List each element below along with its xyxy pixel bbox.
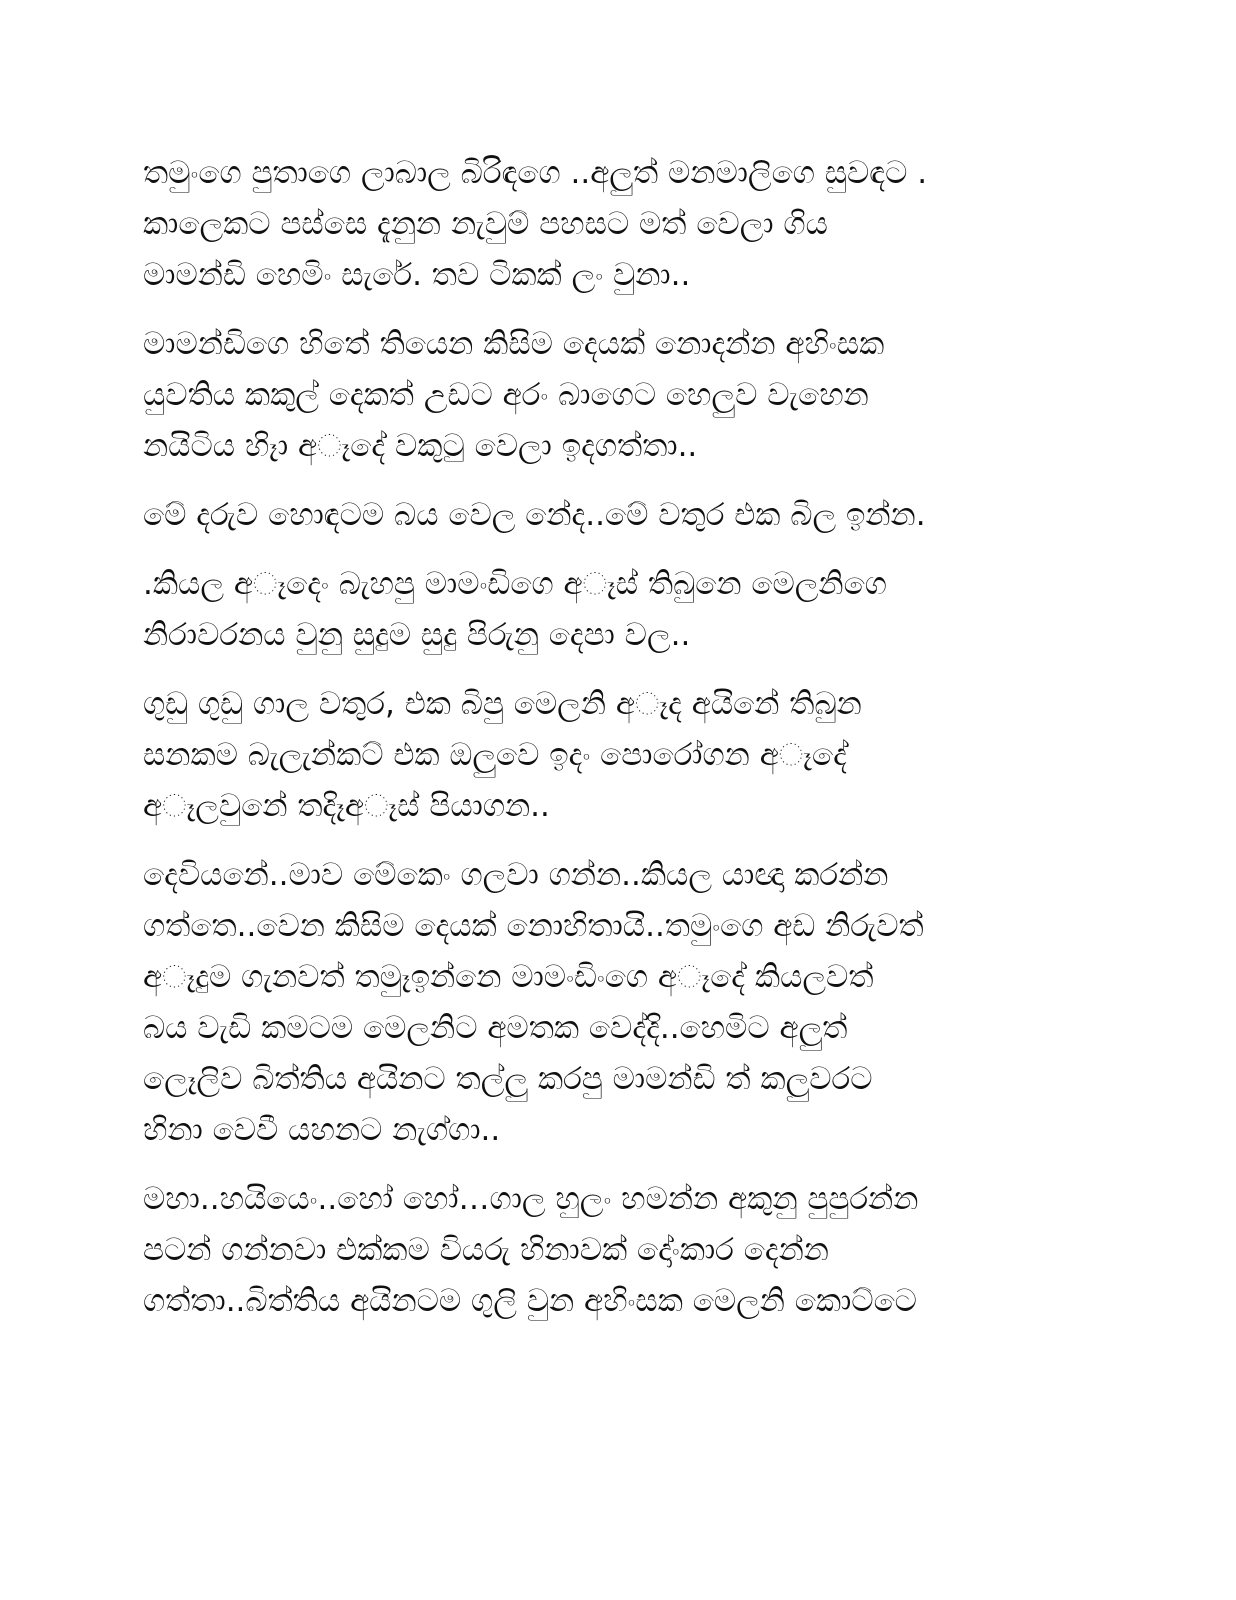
text-line: හිනා වෙවී යහනට නැග්ගා..: [143, 1112, 501, 1148]
text-line: ගුඩු ගුඩු ගාල වතුර, එක බිපු මෙලනි අෑද අයිනේ තිබුන: [143, 686, 862, 722]
text-line: ලෙෑලිව බිත්තිය අයිනට තල්ලු කරපු මාමන්ඩි ත් කලුවරට: [143, 1061, 873, 1097]
text-line: කාලෙකට පස්සෙ දැනුන නැවුම් පහසට මත් වෙලා ගිය: [143, 206, 828, 242]
text-line: .කියල අෑදෙං බැහපු මාමංඩිගෙ අෑස් තිබුනෙ මෙලනිගෙ: [143, 566, 887, 602]
paragraph-2: [143, 319, 1093, 472]
text-line: නිරාවරනය වුනු සුදුම සුදු පිරුනු දෙපා වල..: [143, 617, 691, 653]
paragraph-6: [143, 850, 1093, 1156]
text-line: ගත්තා..බිත්තිය අයිනටම ගුලි වුන අහිංසක මෙලනි කොට්ටෙ: [143, 1283, 917, 1319]
paragraph-3: [143, 490, 1093, 541]
text-line: නයිටිය හිෑා අෑදේ වකුටු වෙලා ඉදගත්තා..: [143, 428, 698, 464]
paragraph-7: [143, 1174, 1093, 1327]
text-line: යුවතිය කකුල් දෙකත් උඩට අරං බාගෙට හෙලුව වැහෙන: [143, 377, 869, 413]
paragraph-4: [143, 559, 1093, 661]
text-line: මේ දරුව හොඳටම බය වෙල නේද..මේ වතුර එක බිල ඉන්න.: [143, 497, 926, 533]
text-line: මහා..හයියෙං..හෝ හෝ…ගාල හුලං හමන්න අකුනු පුපුරන්න: [143, 1181, 919, 1217]
text-line: තමුංගෙ පුතාගෙ ලාබාල බිරිඳගෙ ..අලුත් මනමාලිගෙ සුවඳට .: [143, 155, 928, 191]
text-line: දෙවියනේ..මාව මේකෙං ගලවා ගන්න..කියල යාඥා කරන්න: [143, 857, 889, 893]
text-line: අෑලවුනේ තදිෑඅෑස් පියාගන..: [143, 788, 550, 824]
text-line: ගත්තෙ..වෙන කිසිම දෙයක් නොහිතායි..තමුංගෙ අඩ නිරුවත්: [143, 908, 924, 944]
text-line: සනකම බැලැන්කට් එක ඔලුවෙ ඉදං පොරෝගන අෑදේ: [143, 737, 847, 773]
paragraph-5: [143, 679, 1093, 832]
body-text: [143, 148, 1093, 1345]
text-line: අෑදුම ගැනවත් තමුෑඉන්නෙ මාමංඩිංගෙ අෑදේ කියලවත්: [143, 959, 874, 995]
text-line: පටන් ගන්නවා එක්කම වියරු හිනාවක් දෝංකාර දෙන්න: [143, 1232, 829, 1268]
text-line: බය වැඩි කමටම මෙලනිට අමතක වෙද්දි..හෙමිට අලුත්: [143, 1010, 848, 1046]
paragraph-1: [143, 148, 1093, 301]
text-line: මාමන්ඩි හෙමිං සැරේ. තව ටිකක් ලං වුනා..: [143, 257, 691, 293]
text-line: මාමන්ඩිගෙ හිතේ තියෙන කිසිම දෙයක් නොදන්න අහිංසක: [143, 326, 885, 362]
